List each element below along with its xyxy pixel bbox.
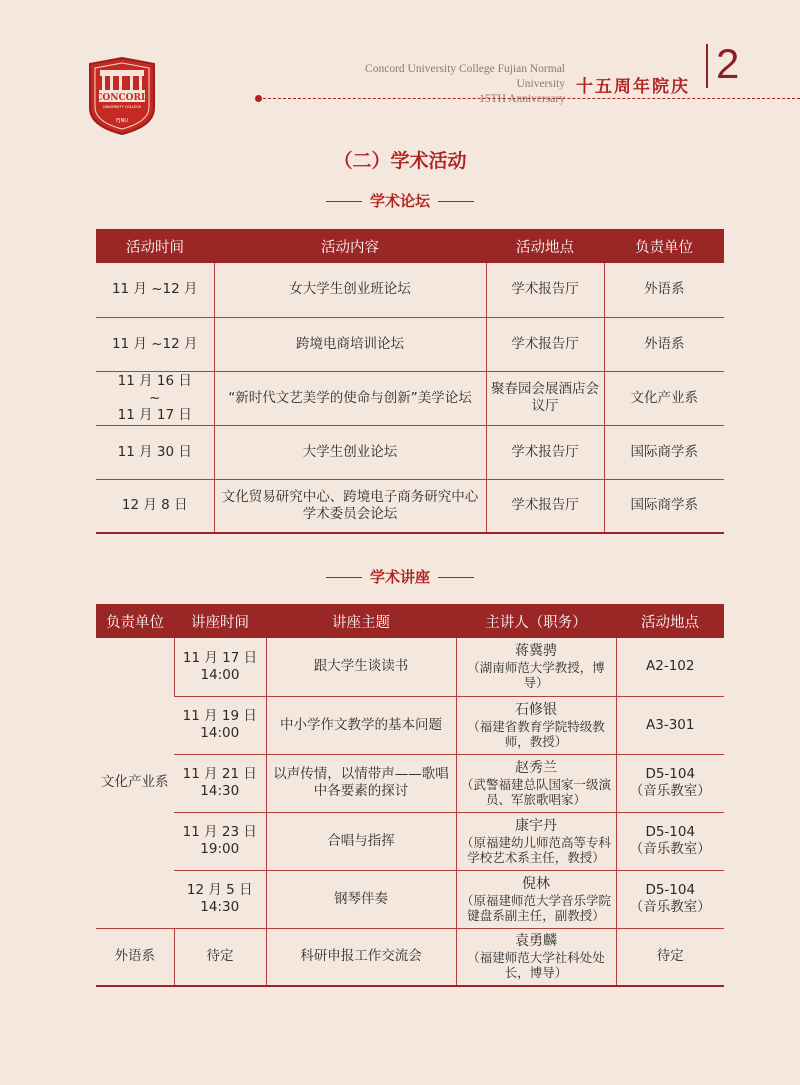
table-row	[96, 263, 724, 317]
lecture-col-speaker: 主讲人（职务）	[456, 604, 616, 638]
forum-time: 11 月 ~12 月	[96, 317, 214, 371]
lecture-speaker	[456, 812, 616, 870]
forum-unit: 国际商学系	[604, 479, 724, 533]
lecture-time: 待定	[174, 928, 266, 986]
speaker-title: （原福建师范大学音乐学院键盘系副主任，副教授）	[460, 892, 611, 923]
header-dashed-rule	[258, 98, 800, 99]
lecture-topic: 中小学作文教学的基本问题	[266, 696, 456, 754]
lecture-time	[174, 696, 266, 754]
lecture-place	[616, 812, 724, 870]
lecture-col-topic: 讲座主题	[266, 604, 456, 638]
lecture-subtitle	[0, 566, 800, 587]
table-row	[96, 696, 724, 754]
lecture-hour: 19:00	[200, 841, 240, 857]
lecture-date: 11 月 21 日	[182, 766, 257, 782]
table-row	[96, 425, 724, 479]
forum-content: 跨境电商培训论坛	[214, 317, 486, 371]
english-header	[330, 62, 565, 107]
lecture-place: 待定	[616, 928, 724, 986]
lecture-place	[616, 754, 724, 812]
forum-time: 12 月 8 日	[96, 479, 214, 533]
lecture-topic: 科研申报工作交流会	[266, 928, 456, 986]
lecture-topic: 跟大学生谈读书	[266, 638, 456, 696]
lecture-place	[616, 696, 724, 754]
forum-unit: 国际商学系	[604, 425, 724, 479]
forum-col-unit: 负责单位	[604, 229, 724, 263]
lecture-speaker	[456, 754, 616, 812]
english-college-name: Concord University College Fujian Normal University	[365, 63, 565, 90]
forum-unit: 外语系	[604, 317, 724, 371]
table-row	[96, 812, 724, 870]
lecture-topic: 钢琴伴奏	[266, 870, 456, 928]
speaker-title: （湖南师范大学教授，博导）	[467, 660, 605, 691]
forum-col-time: 活动时间	[96, 229, 214, 263]
lecture-date: 11 月 19 日	[182, 708, 257, 724]
forum-table	[96, 229, 724, 534]
lecture-hour: 14:00	[200, 725, 240, 741]
forum-place: 学术报告厅	[486, 317, 604, 371]
lecture-unit: 文化产业系	[96, 638, 174, 928]
lecture-place	[616, 638, 724, 696]
place-note: （音乐教室）	[629, 783, 711, 799]
lecture-subtitle-text: 学术讲座	[369, 568, 430, 586]
table-row	[96, 479, 724, 533]
header-divider	[706, 44, 708, 88]
forum-content: 大学生创业论坛	[214, 425, 486, 479]
lecture-time	[174, 638, 266, 696]
lecture-col-time: 讲座时间	[174, 604, 266, 638]
place-room: D5-104	[645, 882, 696, 898]
anniversary-title: 十五周年院庆	[576, 77, 690, 97]
forum-place: 聚春园会展酒店会议厅	[486, 371, 604, 425]
place-note: （音乐教室）	[629, 841, 711, 857]
emblem-subtext: UNIVERSITY COLLEGE	[102, 105, 142, 109]
lecture-speaker	[456, 870, 616, 928]
lecture-hour: 14:00	[200, 666, 240, 683]
forum-place: 学术报告厅	[486, 479, 604, 533]
speaker-name: 袁勇麟	[515, 933, 557, 950]
place-note: （音乐教室）	[629, 899, 711, 915]
lecture-hour: 14:30	[200, 899, 240, 915]
forum-time-end: 11 月 17 日	[117, 406, 192, 423]
lecture-date: 11 月 17 日	[182, 649, 258, 666]
lecture-place	[616, 870, 724, 928]
lecture-time	[174, 812, 266, 870]
forum-time: 11 月 30 日	[96, 425, 214, 479]
college-emblem	[86, 56, 158, 136]
forum-unit: 外语系	[604, 263, 724, 317]
lecture-speaker	[456, 638, 616, 696]
lecture-table	[96, 604, 724, 987]
forum-col-content: 活动内容	[214, 229, 486, 263]
table-row	[96, 928, 724, 986]
forum-time: 11 月 ~12 月	[96, 263, 214, 317]
forum-subtitle-text: 学术论坛	[369, 192, 430, 210]
speaker-title: （武警福建总队国家一级演员、军旅歌唱家）	[460, 776, 611, 807]
speaker-title: （福建师范大学社科处处长，博导）	[467, 950, 605, 981]
forum-time-sep: ~	[149, 389, 161, 406]
speaker-title: （福建省教育学院特级教师，教授）	[467, 718, 605, 749]
lecture-topic: 合唱与指挥	[266, 812, 456, 870]
speaker-name: 康宇丹	[515, 817, 557, 834]
forum-content: “新时代文艺美学的使命与创新”美学论坛	[214, 371, 486, 425]
lecture-topic: 以声传情，以情带声——歌唱中各要素的探讨	[266, 754, 456, 812]
speaker-name: 倪林	[522, 875, 550, 892]
place-room: D5-104	[645, 766, 696, 782]
forum-content: 女大学生创业班论坛	[214, 263, 486, 317]
place-room: A3-301	[646, 716, 695, 733]
lecture-unit: 外语系	[96, 928, 174, 986]
forum-subtitle	[0, 190, 800, 211]
forum-col-place: 活动地点	[486, 229, 604, 263]
forum-content: 文化贸易研究中心、跨境电子商务研究中心学术委员会论坛	[214, 479, 486, 533]
speaker-name: 石修银	[515, 701, 557, 718]
speaker-name: 赵秀兰	[515, 759, 557, 776]
emblem-text: CONCORD	[95, 93, 149, 103]
lecture-time	[174, 754, 266, 812]
lecture-date: 12 月 5 日	[186, 882, 253, 898]
forum-time	[96, 371, 214, 425]
place-room: D5-104	[645, 824, 696, 840]
table-row	[96, 754, 724, 812]
forum-time-start: 11 月 16 日	[117, 372, 192, 389]
section-title: （二）学术活动	[333, 150, 467, 172]
lecture-col-place: 活动地点	[616, 604, 724, 638]
forum-place: 学术报告厅	[486, 263, 604, 317]
lecture-header-row	[96, 604, 724, 638]
lecture-date: 11 月 23 日	[182, 824, 257, 840]
english-anniversary: 15TH Anniversary	[479, 93, 565, 105]
lecture-speaker	[456, 928, 616, 986]
lecture-time	[174, 870, 266, 928]
table-row	[96, 317, 724, 371]
forum-header-row	[96, 229, 724, 263]
table-row	[96, 870, 724, 928]
place-room: A2-102	[646, 658, 695, 675]
page-number: 2	[716, 40, 740, 87]
speaker-title: （原福建幼儿师范高等专科学校艺术系主任，教授）	[460, 834, 611, 865]
speaker-name: 蒋冀骋	[515, 643, 557, 660]
forum-unit: 文化产业系	[604, 371, 724, 425]
lecture-speaker	[456, 696, 616, 754]
forum-place: 学术报告厅	[486, 425, 604, 479]
table-row	[96, 638, 724, 696]
emblem-abbr: FJNU	[116, 118, 128, 124]
lecture-hour: 14:30	[200, 783, 240, 799]
table-row	[96, 371, 724, 425]
lecture-col-unit: 负责单位	[96, 604, 174, 638]
